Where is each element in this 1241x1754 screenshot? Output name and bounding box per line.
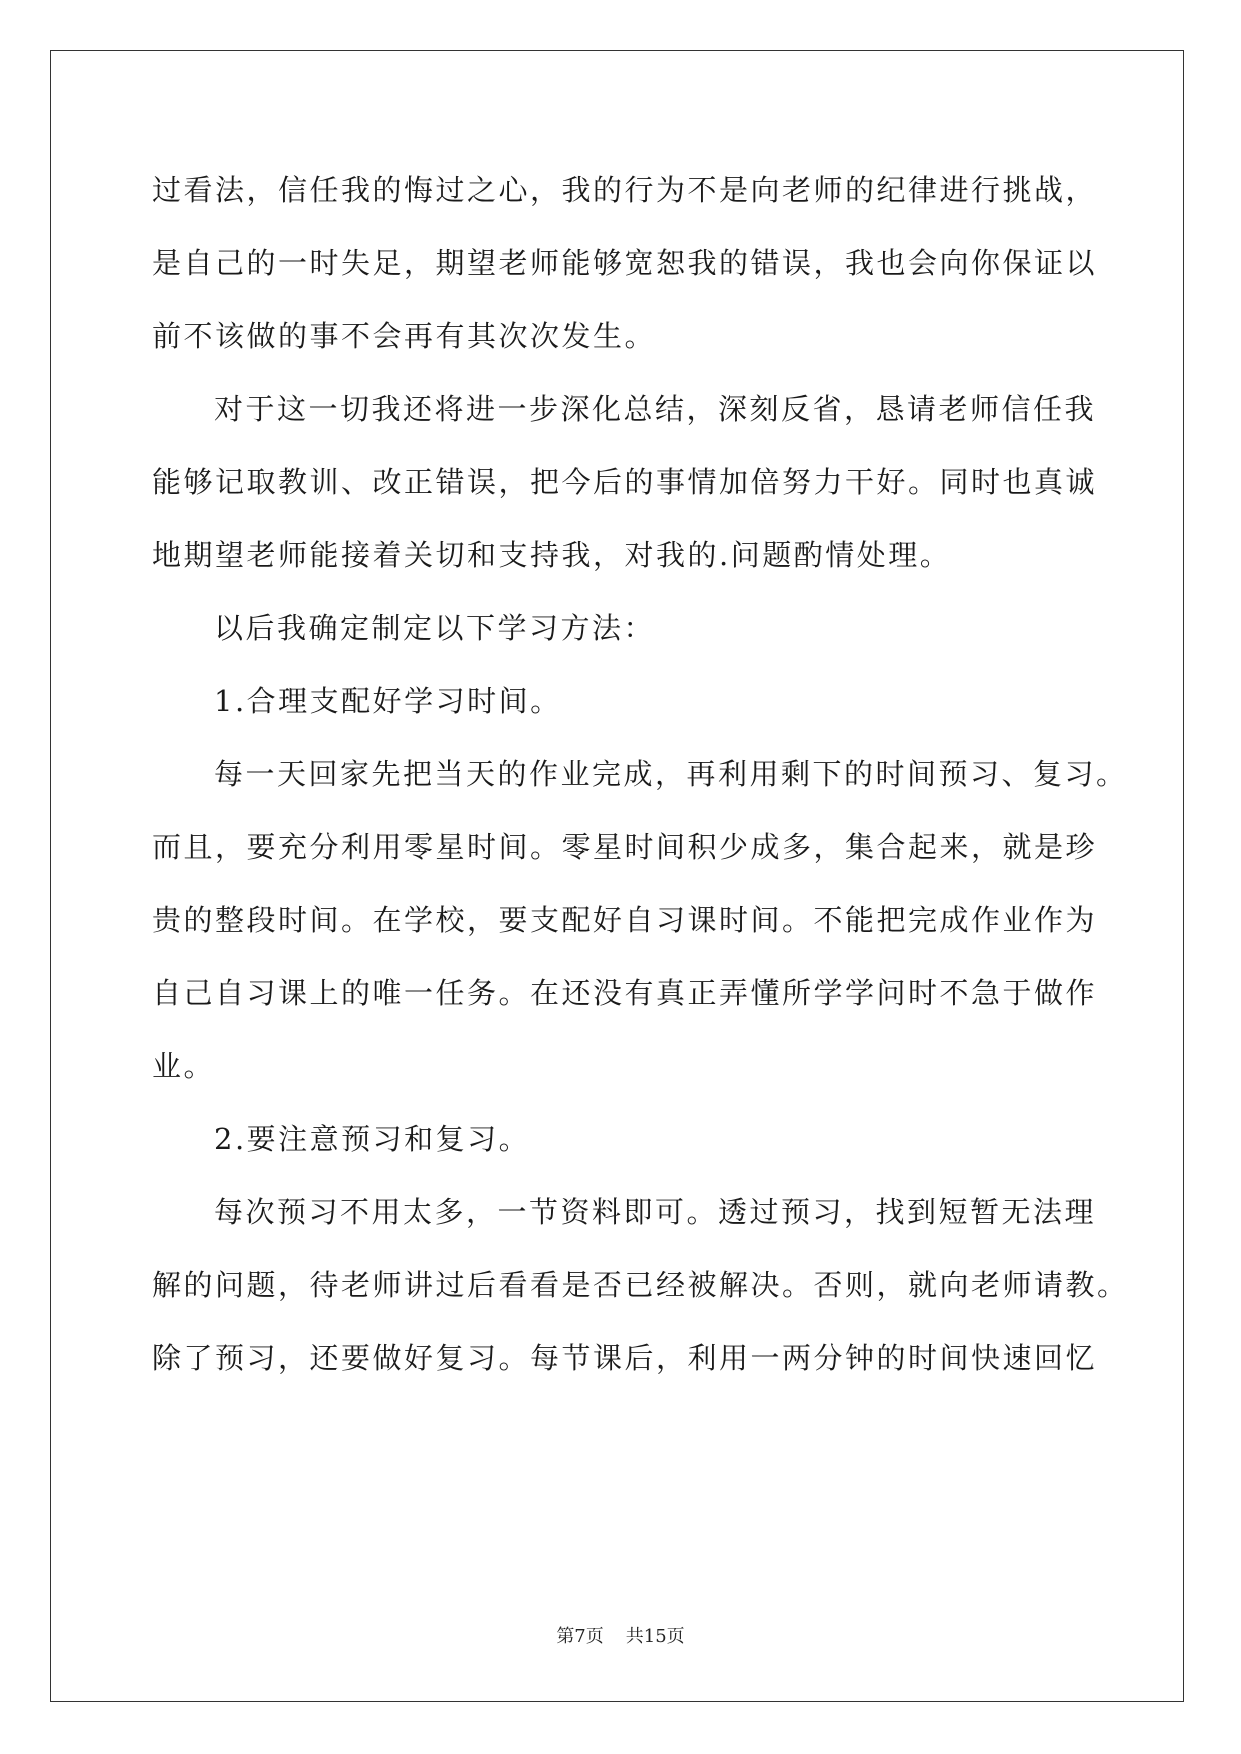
text-line: 除了预习，还要做好复习。每节课后，利用一两分钟的时间快速回忆 bbox=[152, 1341, 1098, 1375]
text-line: 地期望老师能接着关切和支持我，对我的.问题酌情处理。 bbox=[152, 538, 952, 572]
text-line: 自己自习课上的唯一任务。在还没有真正弄懂所学学问时不急于做作 bbox=[152, 976, 1098, 1010]
text-line: 贵的整段时间。在学校，要支配好自习课时间。不能把完成作业作为 bbox=[152, 903, 1098, 937]
page-number-total: 共15页 bbox=[625, 1626, 685, 1647]
paragraph-first-line: 以后我确定制定以下学习方法： bbox=[214, 611, 656, 645]
text-line: 前不该做的事不会再有其次次发生。 bbox=[152, 319, 657, 353]
page-footer bbox=[0, 1626, 1241, 1648]
page-number-current: 第7页 bbox=[556, 1626, 604, 1647]
paragraph-first-line: 每一天回家先把当天的作业完成，再利用剩下的时间预习、复习。 bbox=[214, 757, 1128, 791]
text-line: 而且，要充分利用零星时间。零星时间积少成多，集合起来，就是珍 bbox=[152, 830, 1098, 864]
paragraph-first-line: 每次预习不用太多，一节资料即可。透过预习，找到短暂无法理 bbox=[214, 1195, 1097, 1229]
text-line: 解的问题，待老师讲过后看看是否已经被解决。否则，就向老师请教。 bbox=[152, 1268, 1129, 1302]
paragraph-first-line: 对于这一切我还将进一步深化总结，深刻反省，恳请老师信任我 bbox=[214, 392, 1097, 426]
text-line: 业。 bbox=[152, 1049, 216, 1083]
text-line: 是自己的一时失足，期望老师能够宽恕我的错误，我也会向你保证以 bbox=[152, 246, 1098, 280]
list-item-heading: 2.要注意预习和复习。 bbox=[214, 1122, 531, 1156]
text-line: 过看法，信任我的悔过之心，我的行为不是向老师的纪律进行挑战， bbox=[152, 173, 1098, 207]
page-border bbox=[50, 50, 1184, 1702]
text-line: 能够记取教训、改正错误，把今后的事情加倍努力干好。同时也真诚 bbox=[152, 465, 1098, 499]
list-item-heading: 1.合理支配好学习时间。 bbox=[214, 684, 562, 718]
